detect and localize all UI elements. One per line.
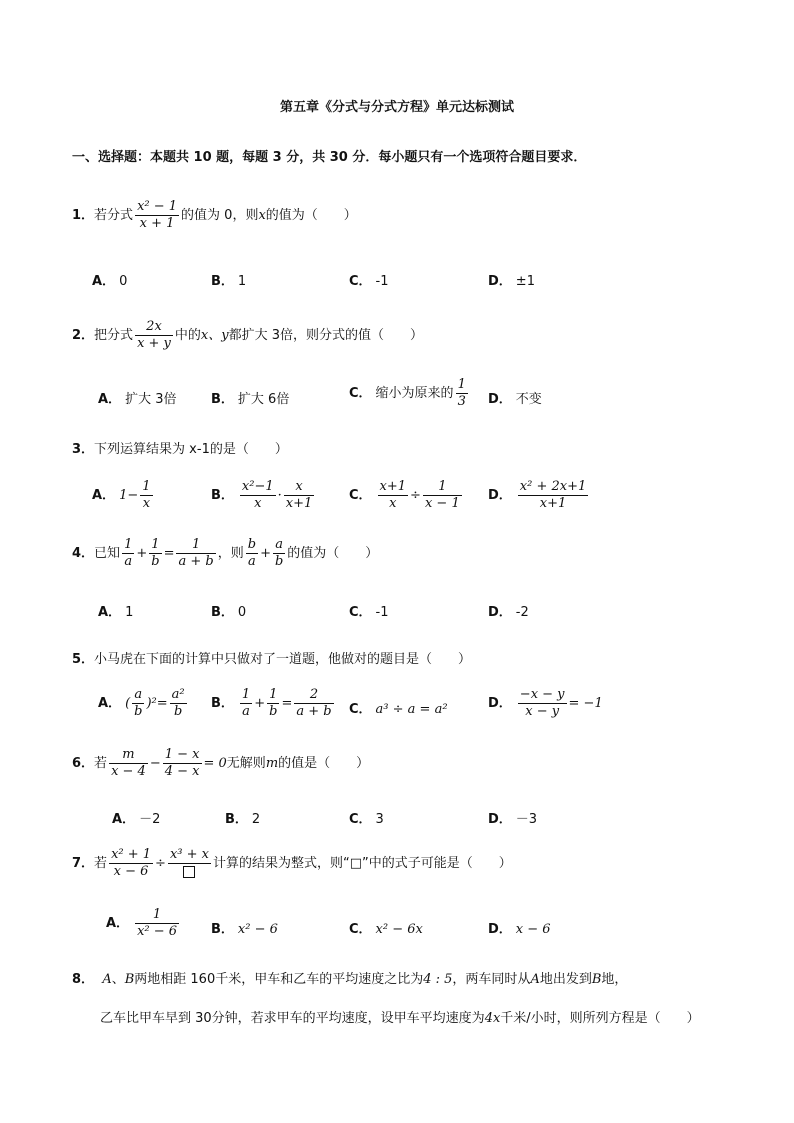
denominator: x [142, 496, 151, 511]
question-text: ，则 [217, 546, 244, 561]
option-a[interactable] [92, 270, 127, 289]
option-label: C． [349, 922, 372, 937]
denominator: b [151, 554, 160, 569]
fraction [246, 538, 258, 569]
denominator: x − 6 [113, 864, 149, 879]
question-number: 1． [72, 208, 95, 223]
option-text: ±1 [515, 274, 535, 289]
numerator: 1 [267, 688, 279, 704]
option-text: －3 [515, 812, 538, 827]
option-d[interactable] [488, 601, 529, 620]
option-text: 2 [251, 812, 261, 827]
expression: x² − 6 [237, 922, 278, 937]
option-c[interactable] [349, 808, 384, 827]
question-text: 地， [601, 972, 628, 987]
option-b[interactable] [211, 688, 336, 719]
denominator: 4 − x [164, 764, 200, 779]
option-c[interactable] [349, 378, 470, 409]
question-4 [72, 538, 378, 569]
option-a[interactable] [98, 688, 189, 719]
fraction [135, 200, 179, 231]
numerator: x [284, 480, 315, 496]
question-number: 7． [72, 856, 95, 871]
question-text: 、 [111, 972, 125, 987]
fraction [135, 320, 173, 351]
fraction [273, 538, 285, 569]
variable: A [530, 972, 540, 987]
option-label: B． [211, 605, 234, 620]
fraction [170, 688, 187, 719]
denominator: b [269, 704, 278, 719]
numerator: x² + 1 [111, 847, 152, 862]
denominator: x − 4 [111, 764, 146, 779]
fraction [122, 538, 134, 569]
question-8 [72, 968, 627, 987]
variable: B [124, 972, 135, 987]
numerator: −x − y [519, 687, 565, 702]
fraction [378, 480, 409, 511]
operator: − [149, 756, 161, 771]
question-6 [72, 748, 369, 779]
option-text: 扩大 6倍 [237, 392, 290, 407]
question-text: ，两车同时从 [452, 972, 531, 987]
fraction [163, 748, 202, 779]
option-text: -2 [515, 605, 529, 620]
option-a[interactable] [92, 480, 155, 511]
operator: )² [146, 696, 157, 711]
denominator: x² − 6 [137, 924, 178, 939]
option-b[interactable] [211, 270, 246, 289]
question-text: 若分式 [94, 208, 134, 223]
section-heading: 一、选择题：本题共 10 题，每题 3 分，共 30 分．每小题只有一个选项符合题目要求． [72, 150, 587, 165]
fraction [109, 848, 153, 879]
question-text: 的值为（ ） [265, 208, 357, 223]
operator: ÷ [155, 856, 166, 871]
option-c[interactable] [349, 918, 423, 937]
numerator: x² − 1 [137, 199, 178, 214]
option-d[interactable] [488, 688, 603, 719]
option-label: C． [349, 702, 372, 717]
option-text: 缩小为原来的 [375, 386, 454, 401]
option-text: －2 [139, 812, 161, 827]
option-label: D． [488, 696, 512, 711]
operator: = [156, 696, 168, 711]
denominator: x + y [137, 336, 171, 351]
option-b[interactable] [211, 601, 246, 620]
operator: = 0 [203, 756, 227, 771]
numerator: a [132, 688, 144, 704]
option-label: C． [349, 386, 372, 401]
fraction [518, 480, 588, 511]
question-number: 3． [72, 442, 95, 457]
question-text: 两地相距 160千米，甲车和乙车的平均速度之比为 [134, 972, 424, 987]
option-label: B． [211, 488, 234, 503]
question-3 [72, 438, 288, 457]
option-label: B． [225, 812, 248, 827]
option-b[interactable] [211, 918, 278, 937]
question-text: 无解则 [226, 756, 266, 771]
question-text: 中的 [174, 328, 201, 343]
question-number: 5． [72, 652, 95, 667]
option-d[interactable] [488, 918, 551, 937]
operator: + [136, 546, 148, 561]
numerator: a [273, 538, 285, 554]
numerator: 1 [135, 908, 179, 924]
denominator: x+1 [285, 496, 313, 511]
question-text: 把分式 [94, 328, 134, 343]
option-text: -1 [375, 605, 389, 620]
operator: + [260, 546, 271, 561]
operator: + [254, 696, 266, 711]
denominator [168, 864, 211, 879]
fraction [423, 480, 462, 511]
denominator: x + 1 [139, 216, 175, 231]
question-7 [72, 848, 512, 879]
denominator: b [274, 554, 284, 569]
question-text: 小马虎在下面的计算中只做对了一道题，他做对的题目是（ ） [94, 652, 472, 667]
fraction [518, 688, 567, 719]
ratio: 4 : 5 [423, 972, 453, 987]
denominator: 3 [457, 394, 466, 409]
question-text: 若 [94, 856, 108, 871]
numerator: 1 [423, 480, 462, 496]
operator: = [281, 696, 293, 711]
fraction [140, 480, 152, 511]
option-label: B． [211, 392, 234, 407]
option-label: A． [112, 812, 136, 827]
numerator: x+1 [379, 479, 407, 494]
expression: a³ ÷ a = a² [375, 702, 448, 717]
option-label: D． [488, 488, 512, 503]
numerator: x² + 2x+1 [519, 479, 587, 494]
question-text: 的值是（ ） [278, 756, 370, 771]
option-label: D． [488, 392, 512, 407]
fraction [168, 848, 211, 879]
expression: 1− [119, 488, 139, 503]
option-label: A． [98, 392, 122, 407]
question-number: 6． [72, 756, 95, 771]
option-text: 1 [125, 605, 134, 620]
fraction [132, 688, 144, 719]
denominator: a [248, 554, 256, 569]
question-8-line-2 [100, 1007, 700, 1026]
option-label: A． [106, 916, 130, 931]
variable: x、y [200, 328, 229, 343]
option-c[interactable] [349, 698, 448, 717]
variable: 4x [484, 1011, 501, 1026]
question-text: 的值为（ ） [287, 546, 379, 561]
operator: ( [125, 696, 131, 711]
expression: x − 6 [515, 922, 551, 937]
expression: x² − 6x [375, 922, 423, 937]
denominator: x+1 [539, 496, 567, 511]
option-label: D． [488, 605, 512, 620]
numerator: a² [171, 687, 185, 702]
numerator: 2x [135, 320, 173, 336]
question-number: 8． [72, 972, 95, 987]
fraction [135, 908, 179, 939]
numerator: b [247, 537, 257, 552]
option-label: C． [349, 605, 372, 620]
option-label: D． [488, 274, 512, 289]
option-a[interactable] [106, 908, 181, 939]
denominator: a + b [178, 554, 214, 569]
denominator: x − 1 [424, 496, 460, 511]
option-c[interactable] [349, 270, 389, 289]
numerator: x³ + x [169, 847, 209, 862]
denominator: x − y [525, 704, 560, 719]
option-d[interactable] [488, 480, 590, 511]
denominator: a + b [296, 704, 332, 719]
fraction [284, 480, 315, 511]
option-label: B． [211, 274, 234, 289]
fraction [109, 748, 148, 779]
option-a[interactable] [112, 808, 160, 827]
blank-box [183, 866, 195, 878]
option-label: B． [211, 696, 234, 711]
denominator: x [389, 496, 397, 511]
option-label: A． [98, 605, 122, 620]
option-d[interactable] [488, 808, 537, 827]
option-text: -1 [375, 274, 389, 289]
option-label: A． [98, 696, 122, 711]
question-text: 若 [94, 756, 108, 771]
question-text: 都扩大 3倍，则分式的值（ ） [228, 328, 424, 343]
denominator: b [173, 704, 183, 719]
denominator: a [242, 704, 250, 719]
operator: · [277, 488, 282, 503]
variable: A [102, 972, 112, 987]
fraction [456, 378, 468, 409]
option-d[interactable] [488, 388, 542, 407]
denominator: a [124, 554, 133, 569]
numerator: 1 [124, 537, 133, 552]
option-label: A． [92, 488, 116, 503]
page-title: 第五章《分式与分式方程》单元达标测试 [279, 100, 514, 115]
fraction [240, 480, 276, 511]
denominator: b [134, 704, 143, 719]
option-text: 1 [237, 274, 247, 289]
fraction [294, 688, 333, 719]
numerator: 1 [176, 538, 215, 554]
option-label: A． [92, 274, 116, 289]
question-number: 2． [72, 328, 95, 343]
numerator: 1 [149, 538, 161, 554]
option-label: C． [349, 274, 372, 289]
operator: = [163, 546, 175, 561]
option-label: C． [349, 488, 372, 503]
question-number: 4． [72, 546, 95, 561]
question-text: 下列运算结果为 x-1的是（ ） [94, 442, 288, 457]
question-2 [72, 320, 423, 351]
option-a[interactable] [98, 601, 133, 620]
question-text: 已知 [94, 546, 121, 561]
option-c[interactable] [349, 601, 389, 620]
variable: m [265, 756, 279, 771]
numerator: 2 [294, 688, 333, 704]
question-text: 计算的结果为整式，则“□”中的式子可能是（ ） [213, 856, 512, 871]
option-label: D． [488, 922, 512, 937]
question-text: 的值为 0，则 [181, 208, 259, 223]
numerator: 1 [457, 377, 466, 392]
option-a[interactable] [98, 388, 176, 407]
option-c[interactable] [349, 480, 464, 511]
numerator: 1 [142, 479, 151, 494]
fraction [176, 538, 215, 569]
option-text: 0 [237, 605, 247, 620]
option-text: 扩大 3倍 [125, 392, 177, 407]
question-5 [72, 648, 471, 667]
fraction [267, 688, 279, 719]
option-label: D． [488, 812, 512, 827]
option-b[interactable] [225, 808, 260, 827]
option-label: C． [349, 812, 372, 827]
fraction [240, 688, 252, 719]
option-d[interactable] [488, 270, 535, 289]
question-text: 地出发到 [539, 972, 592, 987]
option-b[interactable] [211, 480, 316, 511]
numerator: x²−1 [241, 479, 274, 494]
question-1 [72, 200, 357, 231]
question-text: 千米/小时，则所列方程是（ ） [500, 1011, 700, 1026]
option-label: B． [211, 922, 234, 937]
option-text: 3 [375, 812, 384, 827]
numerator: 1 [241, 687, 251, 702]
numerator: 1 − x [164, 747, 200, 762]
expression: = −1 [568, 696, 603, 711]
operator: ÷ [410, 488, 421, 503]
option-text: 0 [119, 274, 128, 289]
numerator: m [109, 748, 148, 764]
fraction [149, 538, 161, 569]
variable: B [591, 972, 602, 987]
option-b[interactable] [211, 388, 289, 407]
denominator: x [254, 496, 262, 511]
option-text: 不变 [515, 392, 542, 407]
variable: x [258, 208, 266, 223]
question-text: 乙车比甲车早到 30分钟，若求甲车的平均速度，设甲车平均速度为 [100, 1011, 485, 1026]
